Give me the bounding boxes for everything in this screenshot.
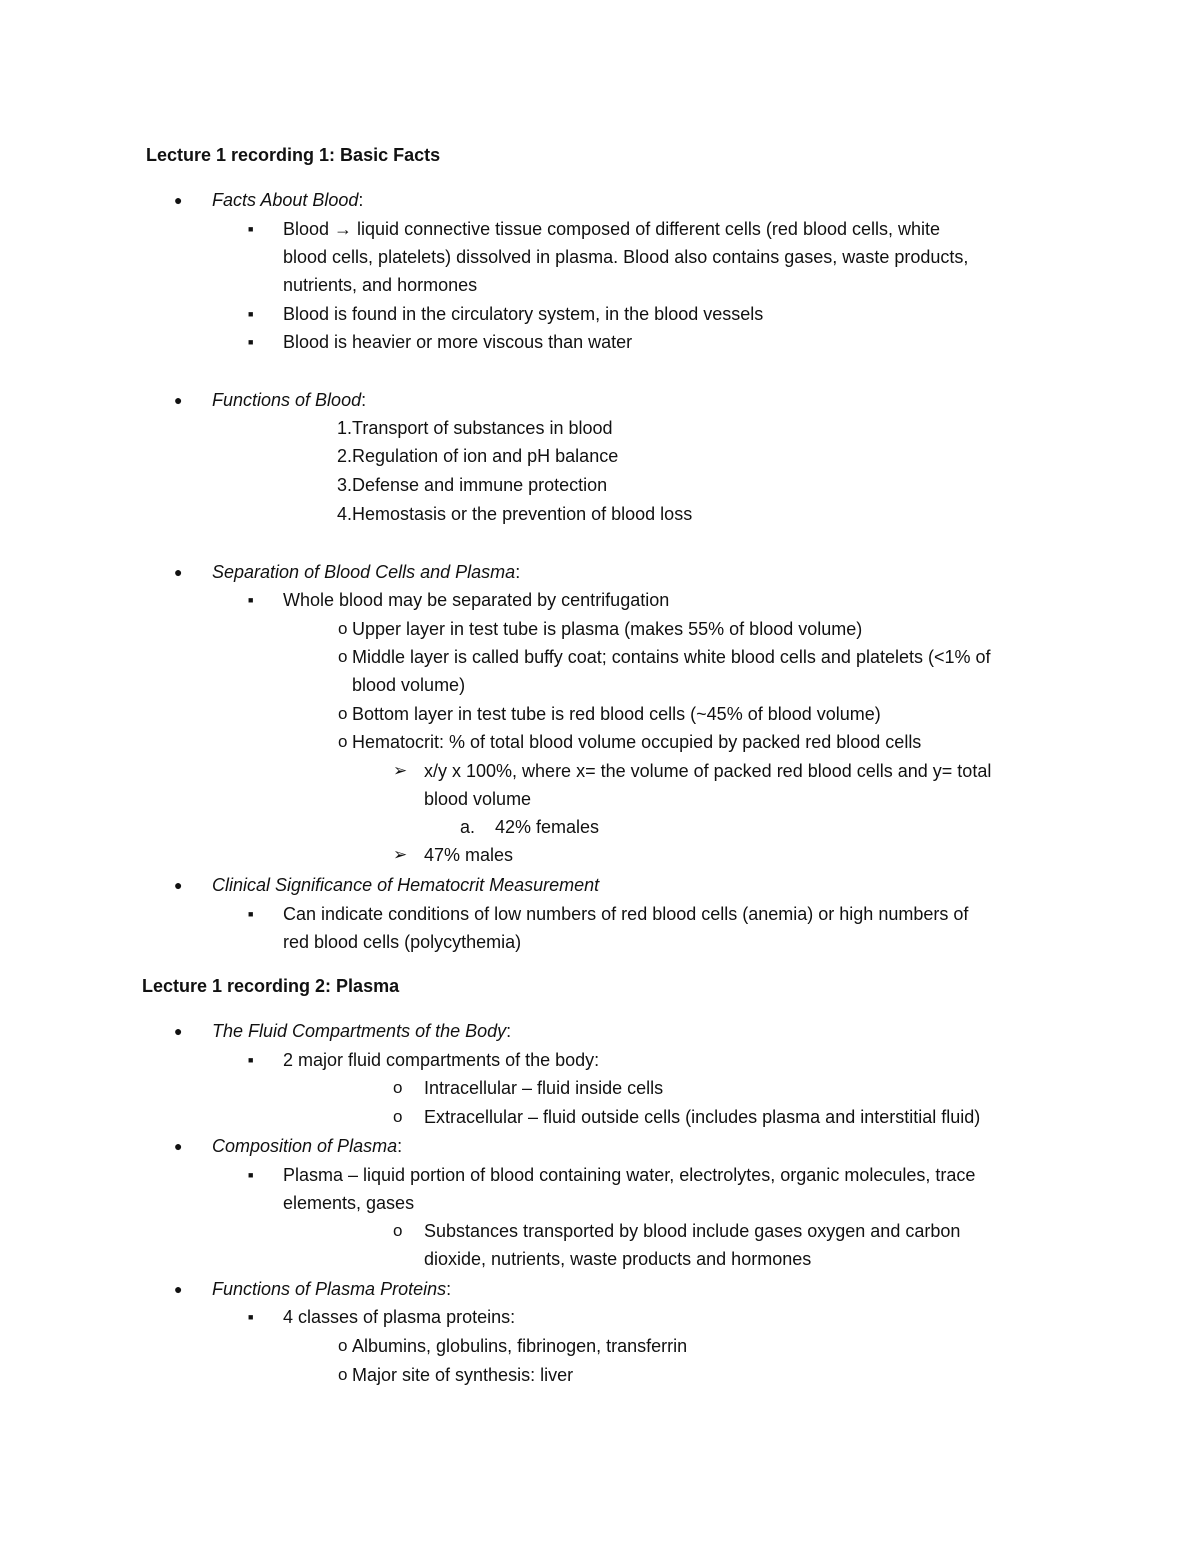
list-item-line: red blood cells (polycythemia): [283, 932, 522, 952]
list-item-line: Can indicate conditions of low numbers of red blood cells (anemia) or high numbers of: [283, 904, 969, 924]
bullet-marker: ●: [174, 564, 183, 580]
sub-item-line: Extracellular – fluid outside cells (includes plasma and interstitial fluid): [424, 1107, 981, 1127]
circle-bullet-marker: o: [338, 619, 348, 638]
section-heading-basic-facts: Lecture 1 recording 1: Basic Facts: [146, 145, 441, 165]
arrow-bullet-marker: ➢: [393, 761, 408, 780]
list-heading-fluid-compartments: The Fluid Compartments of the Body:: [212, 1021, 512, 1041]
section-heading-plasma: Lecture 1 recording 2: Plasma: [142, 976, 400, 996]
bullet-marker: ●: [174, 392, 183, 408]
circle-bullet-marker: o: [338, 1365, 348, 1384]
sub-item-line: Middle layer is called buffy coat; contains white blood cells and platelets (<1% of: [352, 647, 991, 667]
circle-bullet-marker: o: [393, 1078, 403, 1097]
sub-item-line: Bottom layer in test tube is red blood cells (~45% of blood volume): [352, 704, 881, 724]
numbered-item: 1.Transport of substances in blood: [337, 418, 613, 438]
square-bullet-marker: ■: [248, 1055, 254, 1065]
list-item-line: blood cells, platelets) dissolved in plasma. Blood also contains gases, waste products,: [283, 247, 969, 267]
list-heading-facts-about-blood: Facts About Blood:: [212, 190, 364, 210]
sub-item-line: Upper layer in test tube is plasma (makes 55% of blood volume): [352, 619, 863, 639]
list-item-line: 2 major fluid compartments of the body:: [283, 1050, 600, 1070]
square-bullet-marker: ■: [248, 1170, 254, 1180]
arrow-bullet-marker: ➢: [393, 845, 408, 864]
sub-item-line: blood volume): [352, 675, 466, 695]
list-item-line: 4 classes of plasma proteins:: [283, 1307, 516, 1327]
list-item-line: Whole blood may be separated by centrifugation: [283, 590, 670, 610]
bullet-marker: ●: [174, 877, 183, 893]
circle-bullet-marker: o: [338, 704, 348, 723]
square-bullet-marker: ■: [248, 909, 254, 919]
square-bullet-marker: ■: [248, 337, 254, 347]
numbered-item: 2.Regulation of ion and pH balance: [337, 446, 619, 466]
list-heading-composition-of-plasma: Composition of Plasma:: [212, 1136, 403, 1156]
lettered-marker: a.: [460, 817, 476, 837]
sub-item-line: Intracellular – fluid inside cells: [424, 1078, 664, 1098]
circle-bullet-marker: o: [393, 1107, 403, 1126]
numbered-item: 4.Hemostasis or the prevention of blood loss: [337, 504, 693, 524]
lettered-item: 42% females: [495, 817, 600, 837]
list-item-line: Blood is heavier or more viscous than water: [283, 332, 633, 352]
sub-sub-item-line: x/y x 100%, where x= the volume of packed red blood cells and y= total: [424, 761, 992, 781]
square-bullet-marker: ■: [248, 1312, 254, 1322]
sub-item-line: Substances transported by blood include gases oxygen and carbon: [424, 1221, 961, 1241]
square-bullet-marker: ■: [248, 309, 254, 319]
list-item-line: nutrients, and hormones: [283, 275, 478, 295]
list-item-line: Blood → liquid connective tissue composed of different cells (red blood cells, white: [283, 219, 941, 239]
circle-bullet-marker: o: [338, 732, 348, 751]
circle-bullet-marker: o: [338, 647, 348, 666]
square-bullet-marker: ■: [248, 224, 254, 234]
list-heading-clinical-significance: Clinical Significance of Hematocrit Measurement: [212, 875, 600, 895]
sub-sub-item-line: blood volume: [424, 789, 532, 809]
bullet-marker: ●: [174, 1138, 183, 1154]
square-bullet-marker: ■: [248, 595, 254, 605]
bullet-marker: ●: [174, 1281, 183, 1297]
sub-item-line: Albumins, globulins, fibrinogen, transferrin: [352, 1336, 688, 1356]
circle-bullet-marker: o: [393, 1221, 403, 1240]
numbered-item: 3.Defense and immune protection: [337, 475, 608, 495]
list-item-line: Blood is found in the circulatory system, in the blood vessels: [283, 304, 764, 324]
bullet-marker: ●: [174, 192, 183, 208]
sub-sub-item-line: 47% males: [424, 845, 514, 865]
list-heading-functions-of-blood: Functions of Blood:: [212, 390, 367, 410]
circle-bullet-marker: o: [338, 1336, 348, 1355]
sub-item-line: dioxide, nutrients, waste products and hormones: [424, 1249, 812, 1269]
list-item-line: Plasma – liquid portion of blood containing water, electrolytes, organic molecules, trace: [283, 1165, 976, 1185]
list-heading-separation: Separation of Blood Cells and Plasma:: [212, 562, 521, 582]
bullet-marker: ●: [174, 1023, 183, 1039]
list-heading-plasma-proteins: Functions of Plasma Proteins:: [212, 1279, 452, 1299]
sub-item-line: Major site of synthesis: liver: [352, 1365, 574, 1385]
sub-item-line: Hematocrit: % of total blood volume occupied by packed red blood cells: [352, 732, 922, 752]
list-item-line: elements, gases: [283, 1193, 415, 1213]
